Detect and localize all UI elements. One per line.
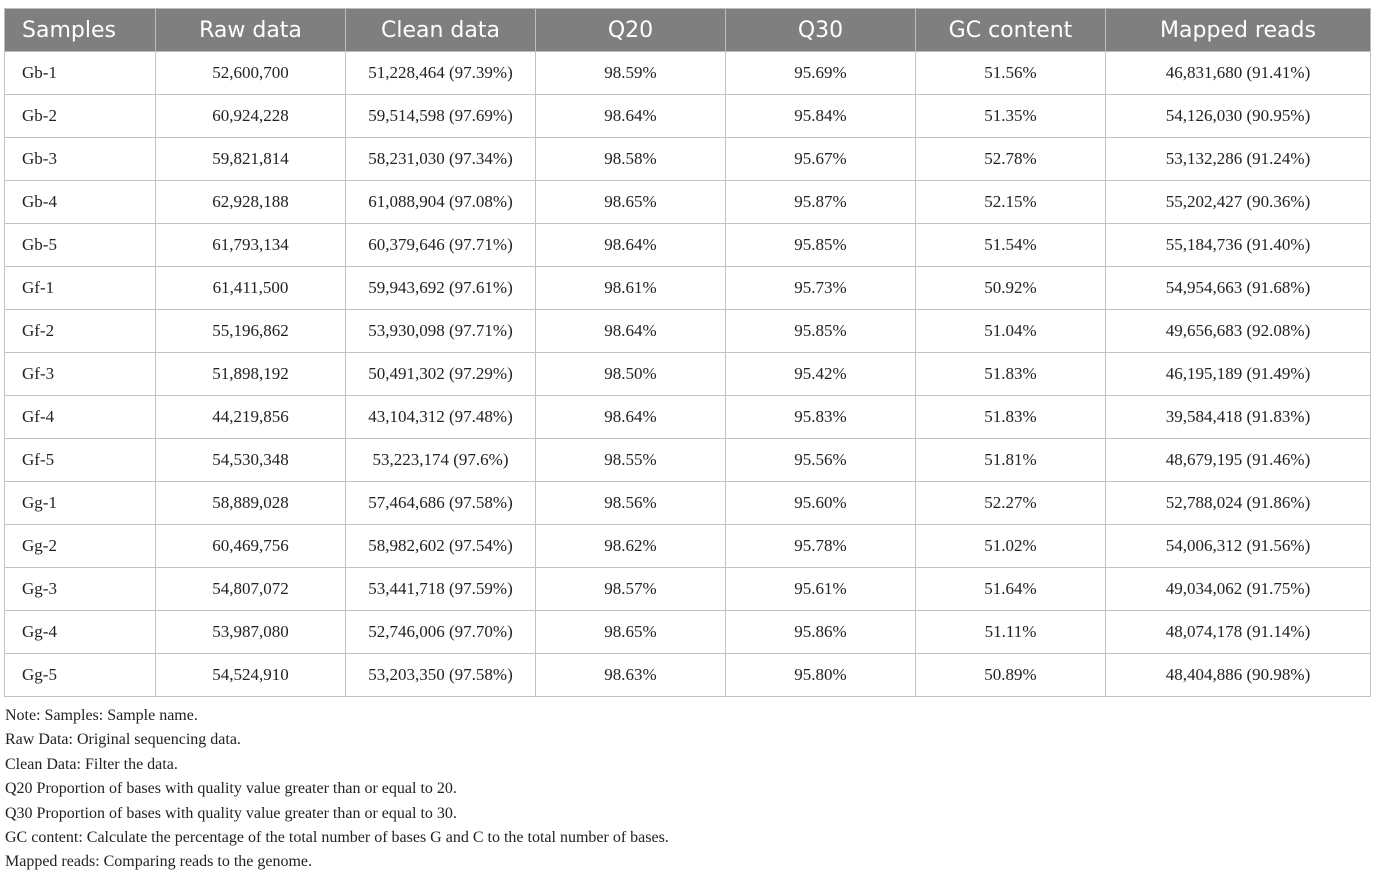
sample-cell: Gb-3 <box>5 138 156 181</box>
table-row <box>5 654 1371 697</box>
sample-cell: Gf-3 <box>5 353 156 396</box>
raw-data-cell: 58,889,028 <box>156 482 346 525</box>
q20-cell: 98.55% <box>536 439 726 482</box>
raw-data-cell: 60,924,228 <box>156 95 346 138</box>
sample-cell: Gb-5 <box>5 224 156 267</box>
header-q20: Q20 <box>536 9 726 52</box>
raw-data-cell: 54,530,348 <box>156 439 346 482</box>
q30-cell: 95.83% <box>726 396 916 439</box>
note-line: Clean Data: Filter the data. <box>5 755 178 773</box>
clean-data-cell: 58,231,030 (97.34%) <box>346 138 536 181</box>
raw-data-cell: 61,411,500 <box>156 267 346 310</box>
mapped-reads-cell: 48,404,886 (90.98%) <box>1106 654 1371 697</box>
table-row <box>5 396 1371 439</box>
sequencing-stats-table <box>4 8 1371 697</box>
clean-data-cell: 53,203,350 (97.58%) <box>346 654 536 697</box>
mapped-reads-cell: 49,034,062 (91.75%) <box>1106 568 1371 611</box>
sample-cell: Gb-4 <box>5 181 156 224</box>
header-gc-content: GC content <box>916 9 1106 52</box>
header-mapped-reads: Mapped reads <box>1106 9 1371 52</box>
table-row <box>5 568 1371 611</box>
clean-data-cell: 53,930,098 (97.71%) <box>346 310 536 353</box>
gc-content-cell: 51.83% <box>916 353 1106 396</box>
clean-data-cell: 60,379,646 (97.71%) <box>346 224 536 267</box>
raw-data-cell: 54,807,072 <box>156 568 346 611</box>
q20-cell: 98.59% <box>536 52 726 95</box>
clean-data-cell: 59,943,692 (97.61%) <box>346 267 536 310</box>
table-row <box>5 138 1371 181</box>
sample-cell: Gg-5 <box>5 654 156 697</box>
raw-data-cell: 52,600,700 <box>156 52 346 95</box>
table-row <box>5 439 1371 482</box>
clean-data-cell: 53,223,174 (97.6%) <box>346 439 536 482</box>
gc-content-cell: 51.83% <box>916 396 1106 439</box>
gc-content-cell: 50.92% <box>916 267 1106 310</box>
mapped-reads-cell: 48,679,195 (91.46%) <box>1106 439 1371 482</box>
table-row <box>5 181 1371 224</box>
gc-content-cell: 51.64% <box>916 568 1106 611</box>
table-row <box>5 267 1371 310</box>
gc-content-cell: 51.56% <box>916 52 1106 95</box>
gc-content-cell: 51.54% <box>916 224 1106 267</box>
mapped-reads-cell: 54,954,663 (91.68%) <box>1106 267 1371 310</box>
sample-cell: Gg-1 <box>5 482 156 525</box>
table-header-row <box>5 9 1371 52</box>
mapped-reads-cell: 48,074,178 (91.14%) <box>1106 611 1371 654</box>
table-row <box>5 611 1371 654</box>
gc-content-cell: 51.02% <box>916 525 1106 568</box>
gc-content-cell: 52.78% <box>916 138 1106 181</box>
sample-cell: Gf-5 <box>5 439 156 482</box>
gc-content-cell: 50.89% <box>916 654 1106 697</box>
note-line: Mapped reads: Comparing reads to the genome. <box>5 853 313 871</box>
table-body <box>5 52 1371 697</box>
clean-data-cell: 43,104,312 (97.48%) <box>346 396 536 439</box>
gc-content-cell: 52.27% <box>916 482 1106 525</box>
gc-content-cell: 51.35% <box>916 95 1106 138</box>
q30-cell: 95.86% <box>726 611 916 654</box>
q20-cell: 98.50% <box>536 353 726 396</box>
q30-cell: 95.67% <box>726 138 916 181</box>
q20-cell: 98.65% <box>536 181 726 224</box>
raw-data-cell: 59,821,814 <box>156 138 346 181</box>
note-line: Q30 Proportion of bases with quality value greater than or equal to 30. <box>5 804 457 822</box>
clean-data-cell: 59,514,598 (97.69%) <box>346 95 536 138</box>
clean-data-cell: 57,464,686 (97.58%) <box>346 482 536 525</box>
table-row <box>5 224 1371 267</box>
raw-data-cell: 53,987,080 <box>156 611 346 654</box>
note-line: GC content: Calculate the percentage of the total number of bases G and C to the total number of bases. <box>5 828 669 846</box>
table-row <box>5 95 1371 138</box>
q30-cell: 95.42% <box>726 353 916 396</box>
sample-cell: Gg-3 <box>5 568 156 611</box>
raw-data-cell: 54,524,910 <box>156 654 346 697</box>
table-notes <box>5 704 1365 875</box>
q20-cell: 98.62% <box>536 525 726 568</box>
header-raw-data: Raw data <box>156 9 346 52</box>
sample-cell: Gg-4 <box>5 611 156 654</box>
note-line: Note: Samples: Sample name. <box>5 707 198 724</box>
mapped-reads-cell: 49,656,683 (92.08%) <box>1106 310 1371 353</box>
mapped-reads-cell: 46,195,189 (91.49%) <box>1106 353 1371 396</box>
table-row <box>5 52 1371 95</box>
q20-cell: 98.63% <box>536 654 726 697</box>
mapped-reads-cell: 55,184,736 (91.40%) <box>1106 224 1371 267</box>
mapped-reads-cell: 55,202,427 (90.36%) <box>1106 181 1371 224</box>
sample-cell: Gf-1 <box>5 267 156 310</box>
raw-data-cell: 62,928,188 <box>156 181 346 224</box>
q20-cell: 98.65% <box>536 611 726 654</box>
sample-cell: Gf-4 <box>5 396 156 439</box>
table-row <box>5 353 1371 396</box>
clean-data-cell: 51,228,464 (97.39%) <box>346 52 536 95</box>
q30-cell: 95.73% <box>726 267 916 310</box>
clean-data-cell: 53,441,718 (97.59%) <box>346 568 536 611</box>
q30-cell: 95.80% <box>726 654 916 697</box>
gc-content-cell: 51.04% <box>916 310 1106 353</box>
mapped-reads-cell: 54,126,030 (90.95%) <box>1106 95 1371 138</box>
mapped-reads-cell: 52,788,024 (91.86%) <box>1106 482 1371 525</box>
table-row <box>5 310 1371 353</box>
raw-data-cell: 55,196,862 <box>156 310 346 353</box>
q30-cell: 95.56% <box>726 439 916 482</box>
q20-cell: 98.64% <box>536 95 726 138</box>
header-samples: Samples <box>5 9 156 52</box>
gc-content-cell: 51.81% <box>916 439 1106 482</box>
header-q30: Q30 <box>726 9 916 52</box>
note-line: Q20 Proportion of bases with quality value greater than or equal to 20. <box>5 780 457 798</box>
raw-data-cell: 44,219,856 <box>156 396 346 439</box>
table-row <box>5 525 1371 568</box>
gc-content-cell: 52.15% <box>916 181 1106 224</box>
sample-cell: Gf-2 <box>5 310 156 353</box>
mapped-reads-cell: 53,132,286 (91.24%) <box>1106 138 1371 181</box>
raw-data-cell: 61,793,134 <box>156 224 346 267</box>
raw-data-cell: 51,898,192 <box>156 353 346 396</box>
header-clean-data: Clean data <box>346 9 536 52</box>
q20-cell: 98.61% <box>536 267 726 310</box>
clean-data-cell: 61,088,904 (97.08%) <box>346 181 536 224</box>
q20-cell: 98.64% <box>536 224 726 267</box>
q20-cell: 98.57% <box>536 568 726 611</box>
table-row <box>5 482 1371 525</box>
mapped-reads-cell: 39,584,418 (91.83%) <box>1106 396 1371 439</box>
q30-cell: 95.78% <box>726 525 916 568</box>
q30-cell: 95.61% <box>726 568 916 611</box>
q20-cell: 98.56% <box>536 482 726 525</box>
raw-data-cell: 60,469,756 <box>156 525 346 568</box>
q20-cell: 98.64% <box>536 310 726 353</box>
mapped-reads-cell: 46,831,680 (91.41%) <box>1106 52 1371 95</box>
q30-cell: 95.60% <box>726 482 916 525</box>
clean-data-cell: 50,491,302 (97.29%) <box>346 353 536 396</box>
q30-cell: 95.85% <box>726 224 916 267</box>
sample-cell: Gb-2 <box>5 95 156 138</box>
sample-cell: Gb-1 <box>5 52 156 95</box>
clean-data-cell: 58,982,602 (97.54%) <box>346 525 536 568</box>
note-line: Raw Data: Original sequencing data. <box>5 731 241 749</box>
q30-cell: 95.87% <box>726 181 916 224</box>
q30-cell: 95.69% <box>726 52 916 95</box>
clean-data-cell: 52,746,006 (97.70%) <box>346 611 536 654</box>
q20-cell: 98.64% <box>536 396 726 439</box>
gc-content-cell: 51.11% <box>916 611 1106 654</box>
q20-cell: 98.58% <box>536 138 726 181</box>
q30-cell: 95.84% <box>726 95 916 138</box>
q30-cell: 95.85% <box>726 310 916 353</box>
sample-cell: Gg-2 <box>5 525 156 568</box>
mapped-reads-cell: 54,006,312 (91.56%) <box>1106 525 1371 568</box>
